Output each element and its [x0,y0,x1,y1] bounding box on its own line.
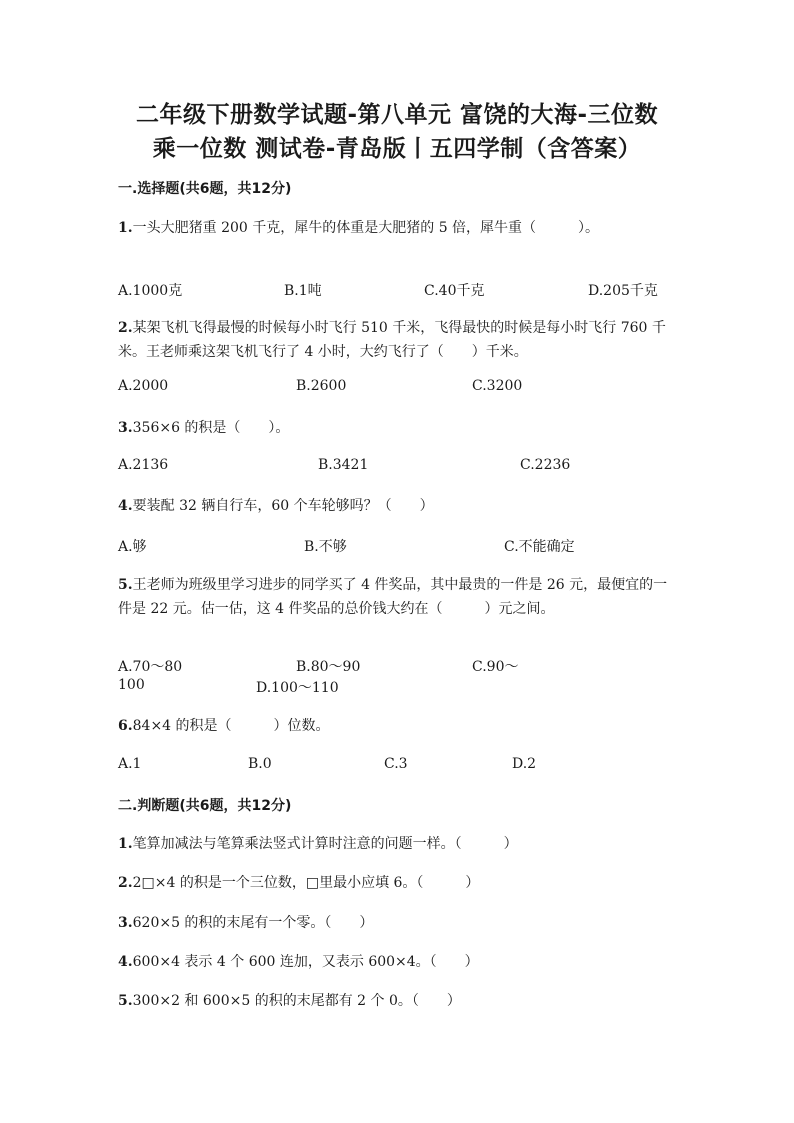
title-line-1: 二年级下册数学试题-第八单元 富饶的大海-三位数 [135,102,659,128]
question-number: 5. [118,577,133,593]
question-number: 4. [118,954,133,970]
question-4 [118,494,678,518]
question-text: 84×4 的积是（ ）位数。 [132,718,330,734]
question-number: 3. [118,420,133,436]
judgment-question-2 [118,871,678,895]
option-b: B.不够 [304,539,347,555]
question-text: 某架飞机飞得最慢的时候每小时飞行 510 千米，飞得最快的时候是每小时飞行 760 千米。王老师乘这架飞机飞行了 4 小时，大约飞行了（ ）千米。 [118,320,666,360]
question-text: 620×5 的积的末尾有一个零。（ ） [132,915,374,931]
option-d: D.2 [512,756,537,772]
option-b: B.0 [248,756,272,772]
judgment-question-5 [118,989,678,1013]
option-c: C.90～ [472,659,519,675]
option-b: B.2600 [296,378,347,394]
judgment-question-4 [118,950,678,974]
option-a: A.1000克 [118,283,183,299]
option-c: C.40千克 [424,283,485,299]
option-b: B.1吨 [284,283,322,299]
option-a: A.2136 [118,457,169,473]
option-a: A.1 [118,756,142,772]
option-d: D.100～110 [256,680,339,696]
option-b: B.80～90 [296,659,361,675]
question-text: 2□×4 的积是一个三位数，□里最小应填 6。（ ） [132,875,480,891]
question-text: 356×6 的积是（ ）。 [132,420,290,436]
option-a: A.够 [118,539,147,555]
option-d: D.205千克 [588,283,658,299]
question-number: 3. [118,915,133,931]
question-number: 6. [118,718,133,734]
question-2 [118,316,678,364]
question-text: 要装配 32 辆自行车，60 个车轮够吗？（ ） [132,498,434,514]
option-c: C.3200 [472,378,523,394]
question-6 [118,714,678,738]
question-text: 一头大肥猪重 200 千克，犀牛的体重是大肥猪的 5 倍，犀牛重（ ）。 [132,220,600,236]
question-3 [118,416,678,440]
judgment-question-3 [118,911,678,935]
option-c: C.2236 [520,457,571,473]
question-text: 笔算加减法与笔算乘法竖式计算时注意的问题一样。（ ） [132,836,518,852]
question-text: 600×4 表示 4 个 600 连加，又表示 600×4。（ ） [132,954,479,970]
section-heading-judgment: 二.判断题(共6题，共12分) [118,798,292,814]
question-number: 1. [118,220,133,236]
section-heading-choice: 一.选择题(共6题，共12分) [118,181,292,197]
question-number: 4. [118,498,133,514]
question-text: 300×2 和 600×5 的积的末尾都有 2 个 0。（ ） [132,993,461,1009]
title-line-2: 乘一位数 测试卷-青岛版丨五四学制（含答案） [152,136,642,162]
question-number: 2. [118,320,133,336]
question-number: 2. [118,875,133,891]
question-5 [118,573,678,621]
question-text: 王老师为班级里学习进步的同学买了 4 件奖品，其中最贵的一件是 26 元，最便宜的一件是 22 元。估一估，这 4 件奖品的总价钱大约在（ ）元之间。 [118,577,668,617]
option-c-continued: 100 [118,677,145,693]
option-a: A.2000 [118,378,169,394]
option-c: C.3 [384,756,408,772]
option-a: A.70～80 [118,659,183,675]
judgment-question-1 [118,832,678,856]
question-number: 5. [118,993,133,1009]
question-number: 1. [118,836,133,852]
option-b: B.3421 [318,457,369,473]
option-c: C.不能确定 [504,539,575,555]
question-1 [118,216,678,240]
